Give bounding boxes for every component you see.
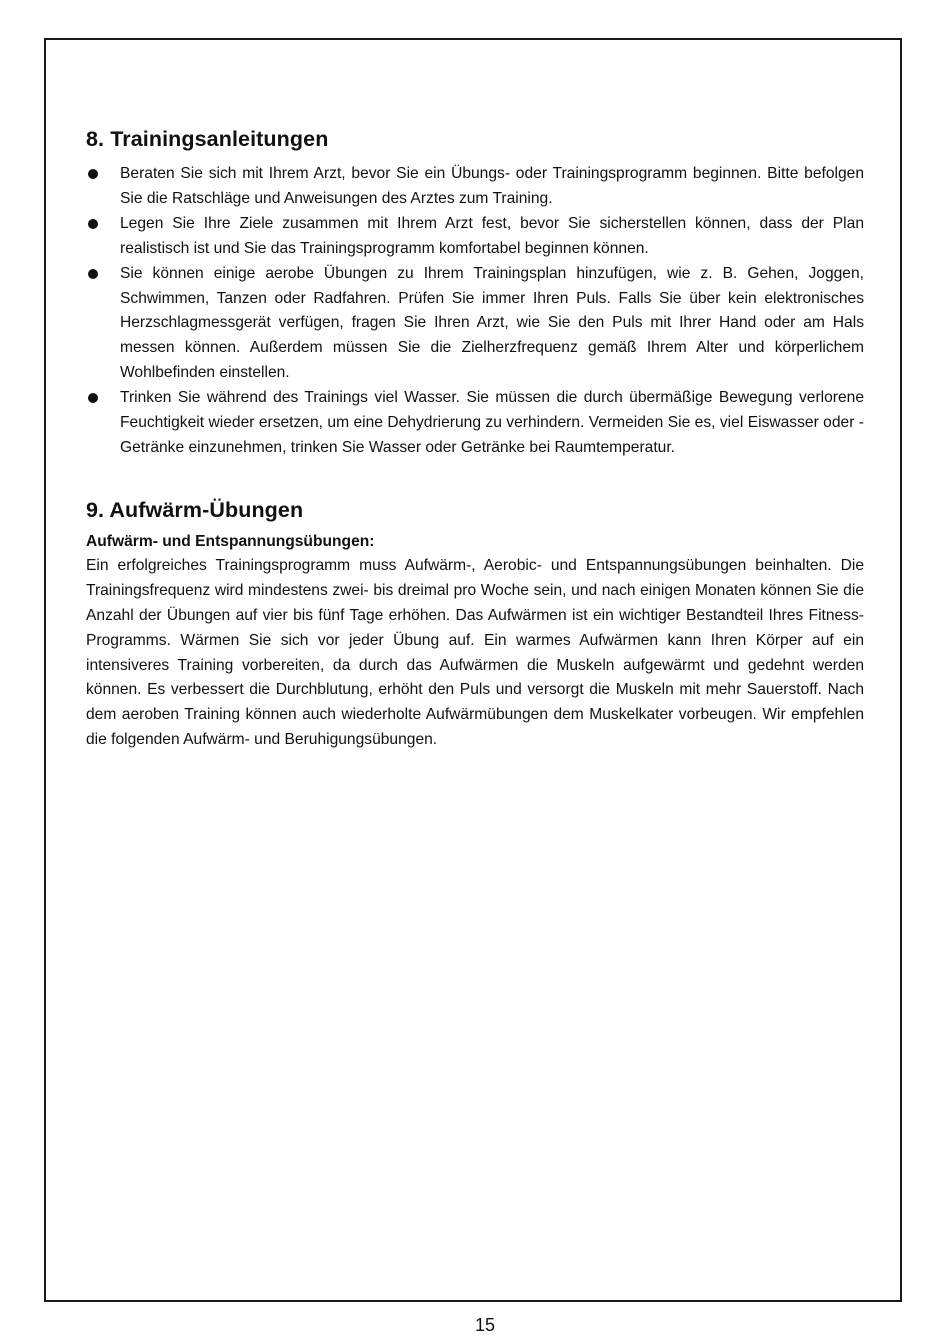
- warmup-subheading: Aufwärm- und Entspannungsübungen:: [86, 532, 375, 550]
- warmup-paragraph: Ein erfolgreiches Trainingsprogramm muss Aufwärm-, Aerobic- und Entspannungsübungen beinhalten. Die Trainingsfrequenz wird mindestens zwei- bis dreimal pro Woche sein, und nach einigen Monaten können Sie die Anzahl der Übungen auf vier bis fünf Tage erhöhen. Das Aufwärmen ist ein wichtiger Bestandteil Ihres Fitness-Programms. Wärmen Sie sich vor jeder Übung auf. Ein warmes Aufwärmen kann Ihren Körper auf ein intensiveres Training vorbereiten, da durch das Aufwärmen die Muskeln aufgewärmt und gedehnt werden können. Es verbessert die Durchblutung, erhöht den Puls und versorgt die Muskeln mit mehr Sauerstoff. Nach dem aeroben Training können auch wiederholte Aufwärmübungen dem Muskelkater vorbeugen. Wir empfehlen die folgenden Aufwärm- und Beruhigungsübungen.: [86, 556, 864, 749]
- list-item: [86, 212, 864, 262]
- bullet-icon: [88, 393, 98, 403]
- list-item-text: Legen Sie Ihre Ziele zusammen mit Ihrem Arzt fest, bevor Sie sicherstellen können, dass der Plan realistisch ist und Sie das Trainingsprogramm komfortabel beginnen können.: [120, 214, 864, 257]
- section-training-instructions: [86, 122, 864, 461]
- list-item: [86, 386, 864, 461]
- section-title-training: 8. Trainingsanleitungen: [86, 127, 329, 151]
- page-number: 15: [474, 1315, 496, 1335]
- bullet-icon: [88, 169, 98, 179]
- page-content: [86, 122, 864, 753]
- bullet-icon: [88, 269, 98, 279]
- section-title-warmup: 9. Aufwärm-Übungen: [86, 497, 304, 522]
- list-item-text: Trinken Sie während des Trainings viel Wasser. Sie müssen die durch übermäßige Bewegung verlorene Feuchtigkeit wieder ersetzen, um eine Dehydrierung zu verhindern. Vermeiden Sie es, viel Eiswasser oder -Getränke einzunehmen, trinken Sie Wasser oder Getränke bei Raumtemperatur.: [120, 389, 864, 456]
- list-item: [86, 262, 864, 387]
- list-item-text: Beraten Sie sich mit Ihrem Arzt, bevor Sie ein Übungs- oder Trainingsprogramm beginnen. Bitte befolgen Sie die Ratschläge und Anweisungen des Arztes zum Training.: [120, 165, 864, 207]
- training-bullet-list: [86, 162, 864, 461]
- list-item-text: Sie können einige aerobe Übungen zu Ihrem Trainingsplan hinzufügen, wie z. B. Gehen, Joggen, Schwimmen, Tanzen oder Radfahren. Prüfen Sie immer Ihren Puls. Falls Sie über kein elektronisches Herzschlagmessgerät verfügen, fragen Sie Ihren Arzt, wie Sie den Puls mit Ihrer Hand oder am Hals messen können. Außerdem müssen Sie die Zielherzfrequenz gemäß Ihrem Alter und körperlichem Wohlbefinden einstellen.: [120, 264, 864, 382]
- bullet-icon: [88, 219, 98, 229]
- section-warmup-exercises: [86, 493, 864, 753]
- list-item: [86, 162, 864, 212]
